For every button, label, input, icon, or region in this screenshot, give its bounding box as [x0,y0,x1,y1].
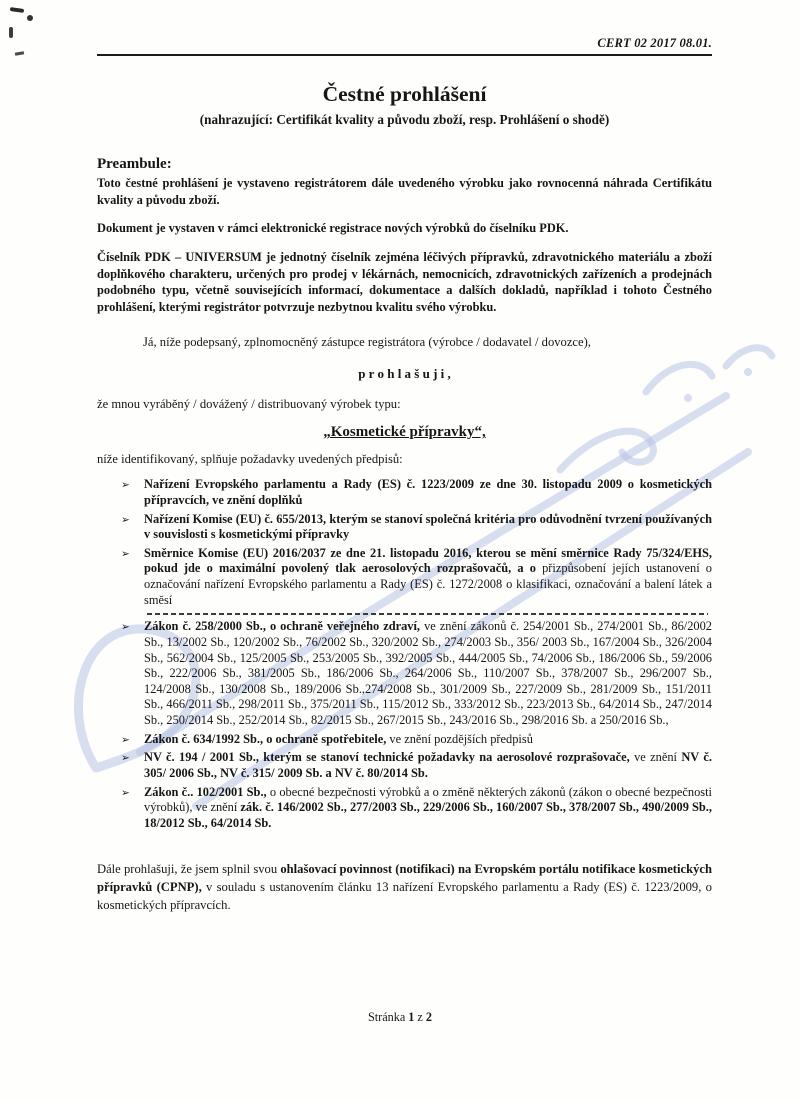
list-item [97,732,712,748]
text-segment: přizpůsobení jejích ustanovení o označování nařízení Evropského parlamentu a Rady (ES) č. 1272/2008 o klasifikaci, označování a balení látek a směsí [144,561,712,607]
list-item [97,750,712,781]
arrow-bullet-icon: ➢ [121,786,130,799]
arrow-bullet-icon: ➢ [121,513,130,526]
text-segment: zák. č. 146/2002 Sb., 277/2003 Sb., 229/2006 Sb., 160/2007 Sb., 378/2007 Sb., 490/2009 Sb., 18/2012 Sb., 64/2014 Sb. [144,800,713,830]
text-segment: Nařízení Komise (EU) č. 655/2013, kterým se stanoví společná kritéria pro odůvodnění tvrzení používaných v souvislosti s kosmetickými přípravky [144,511,712,542]
header-rule [97,54,712,56]
preambule-paragraph: Číselník PDK – UNIVERSUM je jednotný číselník zejména léčivých přípravků, zdravotnického materiálu a zboží doplňkového charakteru, určených pro prodej v lékárnách, nemocnicích, zdravotnických zařízeních a prodejnách podobného typu, včetně souvisejících informací, dokumentace a dalších dokladů, například i tohoto Čestného prohlášení, kterými registrátor potvrzuje nezbytnou kvalitu svého výrobku. [97,250,712,314]
text-segment: NV č. 194 / 2001 Sb., kterým se stanoví technické požadavky na aerosolové rozprašovače, [144,750,635,765]
declaration-intro: Já, níže podepsaný, zplnomocněný zástupce registrátora (výrobce / dodavatel / dovozce), [143,335,591,350]
text-segment: Zákon č. 634/1992 Sb., o ochraně spotřebitele, [144,731,390,746]
text-segment: Směrnice Komise (EU) 2016/2037 ze dne 21. listopadu 2016, kterou se mění směrnice Rady 75/324/EHS, pokud jde o maximální povolený tlak aerosolových rozprašovačů, a o [144,545,712,576]
list-item-text [144,732,712,748]
list-item [97,477,712,508]
regulation-list [97,477,712,831]
list-item-text [144,512,712,543]
preambule-heading: Preambule: [97,156,172,172]
compliance-line: níže identifikovaný, splňuje požadavky uvedených předpisů: [97,452,403,467]
scan-artifact [27,15,33,21]
closing-paragraph [97,861,712,915]
preambule-paragraph: Dokument je vystaven v rámci elektronické registrace nových výrobků do číselníku PDK. [97,221,569,236]
product-name: „Kosmetické přípravky“, [323,424,486,441]
dashed-separator [147,613,708,615]
text-segment: ve znění pozdějších předpisů [389,731,533,746]
text-segment: Nařízení Evropského parlamentu a Rady (ES) č. 1223/2009 ze dne 30. listopadu 2009 o kosmetických přípravcích, ve znění doplňků [144,477,712,507]
list-item [97,512,712,543]
text-segment: 1 [408,1010,415,1024]
list-item-text [144,750,712,781]
list-item [97,546,712,609]
text-segment: Stránka [368,1010,409,1024]
document-code: CERT 02 2017 08.01. [597,36,712,50]
text-segment: 2 [425,1010,432,1024]
page-subtitle: (nahrazující: Certifikát kvality a původu zboží, resp. Prohlášení o shodě) [199,112,610,127]
text-segment: ohlašovací povinnost (notifikaci) na Evropském portálu notifikace kosmetických přípravků (CPNP), [97,862,712,895]
text-segment: NV č. 305/ 2006 Sb., NV č. 315/ 2009 Sb. a NV č. 80/2014 Sb. [144,750,712,780]
page-number-footer [0,1010,800,1025]
text-segment: Zákon č. 258/2000 Sb., o ochraně veřejného zdraví, [144,619,425,634]
list-item-text [144,785,712,832]
arrow-bullet-icon: ➢ [121,752,130,765]
text-segment: ve znění [634,750,682,765]
text-segment: Dále prohlašuji, že jsem splnil svou [97,862,281,877]
page-title: Čestné prohlášení [322,82,487,106]
preambule-paragraph: Toto čestné prohlášení je vystaveno registrátorem dále uvedeného výrobku jako rovnocenná náhrada Certifikátu kvality a původu zboží. [97,176,712,207]
list-item-text [144,477,712,508]
arrow-bullet-icon: ➢ [121,547,130,560]
text-segment: Zákon č.. 102/2001 Sb., [144,784,270,799]
arrow-bullet-icon: ➢ [121,621,130,634]
arrow-bullet-icon: ➢ [121,733,130,746]
list-item-text [144,619,712,728]
text-segment: z [414,1010,426,1024]
text-segment: v souladu s ustanovením článku 13 nařízení Evropského parlamentu a Rady (ES) č. 1223/2009, o kosmetických přípravcích. [97,880,712,913]
scan-artifact [9,27,13,38]
list-item [97,785,712,832]
text-segment: ve znění zákonů č. 254/2001 Sb., 274/2001 Sb., 86/2002 Sb., 13/2002 Sb., 120/2002 Sb., 76/2002 Sb., 320/2002 Sb., 274/2003 Sb., 356/ 2003 Sb., 167/2004 Sb., 326/2004 Sb., 562/2004 Sb., 125/2005 Sb., 253/2005 Sb., 392/2005 Sb., 444/2005 Sb., 74/2006 Sb., 186/2006 Sb., 59/2006 Sb., 222/2006 Sb., 381/2005 Sb., 186/2006 Sb., 264/2006 Sb., 110/2007 Sb., 378/2007 Sb., 296/2007 Sb., 124/2008 Sb., 130/2008 Sb., 189/2006 Sb.,274/2008 Sb., 301/2009 Sb., 227/2009 Sb., 281/2009 Sb., 151/2011 Sb., 466/2011 Sb., 298/2011 Sb., 375/2011 Sb., 115/2012 Sb., 333/2012 Sb., 223/2013 Sb., 64/2014 Sb., 247/2014 Sb., 250/2014 Sb., 252/2014 Sb., 82/2015 Sb., 267/2015 Sb., 243/2016 Sb., 298/2016 Sb. a 250/2016 Sb., [144,619,713,728]
list-item-text [144,546,712,609]
text-segment: o obecné bezpečnosti výrobků a o změně některých zákonů (zákon o obecné bezpečnosti výrobků), ve znění [144,784,712,815]
declaration-verb: p r o h l a š u j i , [358,366,451,382]
product-type-line: že mnou vyráběný / dovážený / distribuovaný výrobek typu: [97,397,401,412]
arrow-bullet-icon: ➢ [121,479,130,492]
list-item [97,619,712,728]
